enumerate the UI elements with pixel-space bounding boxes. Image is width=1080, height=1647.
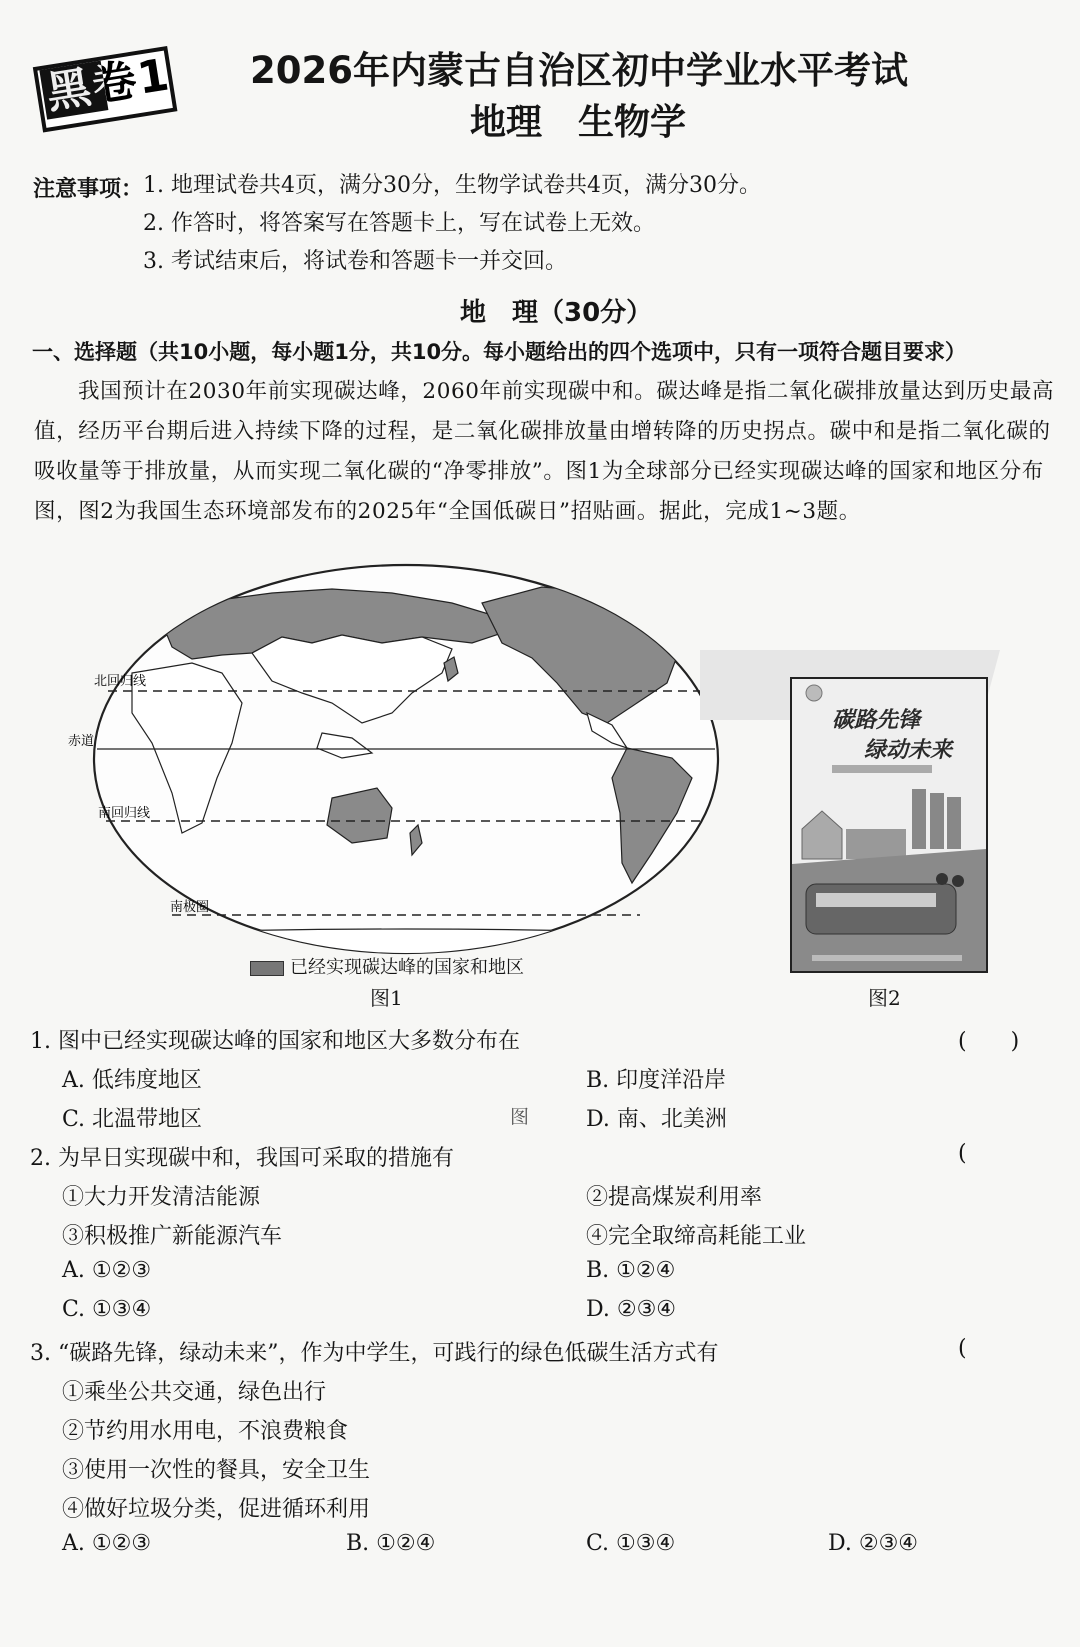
option-a: A. ①②③ [62,1258,152,1283]
option-d: D. ②③④ [586,1297,677,1322]
statement-4: ④做好垃圾分类，促进循环利用 [62,1497,371,1522]
statement-3: ③使用一次性的餐具，安全卫生 [62,1458,371,1483]
statement-2: ②节约用水用电，不浪费粮食 [62,1419,349,1444]
statement-1: ①大力开发清洁能源 [62,1185,261,1210]
tropic-cancer-label: 北回归线 [94,674,147,689]
figure1-caption: 图1 [370,986,403,1010]
answer-paren: ( [958,1336,967,1361]
statement-4: ④完全取缔高耗能工业 [586,1224,807,1249]
option-c: C. ①③④ [586,1531,676,1556]
question-3-stem: 3. “碳路先锋，绿动未来”，作为中学生，可践行的绿色低碳生活方式有 [30,1341,719,1366]
exam-subtitle: 地理 生物学 [470,102,687,143]
option-b: B. ①②④ [586,1258,676,1283]
option-d: D. 南、北美洲 [586,1107,727,1132]
answer-paren: ( [958,1141,967,1166]
exam-badge [31,32,182,133]
option-a: A. 低纬度地区 [62,1068,202,1093]
option-b: B. ①②④ [346,1531,436,1556]
exam-title: 2026年内蒙古自治区初中学业水平考试 [250,49,908,92]
legend-text: 已经实现碳达峰的国家和地区 [290,957,524,978]
option-c: C. 北温带地区 [62,1107,203,1132]
question-1-stem: 1. 图中已经实现碳达峰的国家和地区大多数分布在 [30,1029,520,1054]
part-title: 一、选择题（共10小题，每小题1分，共10分。每小题给出的四个选项中，只有一项符合题目要求） [32,340,967,364]
stray-mark: 图 [510,1106,530,1128]
badge-text: 黑卷1 [43,49,175,120]
note-item: 2. 作答时，将答案写在答题卡上，写在试卷上无效。 [143,211,655,236]
equator-label: 赤道 [68,734,95,749]
note-item: 1. 地理试卷共4页，满分30分，生物学试卷共4页，满分30分。 [143,173,761,198]
poster-art [792,679,986,971]
figure2-caption: 图2 [868,986,901,1010]
reading-passage: 我国预计在2030年前实现碳达峰，2060年前实现碳中和。碳达峰是指二氧化碳排放量达到历史最高值，经历平台期后进入持续下降的过程，是二氧化碳排放量由增转降的历史拐点。碳中和是指二氧化碳的吸收量等于排放量，从而实现二氧化碳的“净零排放”。图1为全球部分已经实现碳达峰的国家和地区分布图，图2为我国生态环境部发布的2025年“全国低碳日”招贴画。据此，完成1~3题。 [34,379,1055,524]
option-c: C. ①③④ [62,1297,152,1322]
answer-paren: ( ) [958,1029,1020,1054]
antarctic-circle-label: 南极圈 [170,900,210,915]
section-title: 地 理（30分） [460,298,653,328]
notes-label: 注意事项： [33,177,144,202]
poster-title-1: 碳路先锋 [832,708,921,733]
low-carbon-poster [790,677,988,973]
statement-2: ②提高煤炭利用率 [586,1185,763,1210]
statement-1: ①乘坐公共交通，绿色出行 [62,1380,327,1405]
note-item: 3. 考试结束后，将试卷和答题卡一并交回。 [143,249,567,274]
option-d: D. ②③④ [828,1531,919,1556]
world-map [68,563,720,955]
legend-swatch [250,961,284,976]
map-legend [250,953,524,979]
statement-3: ③积极推广新能源汽车 [62,1224,283,1249]
option-b: B. 印度洋沿岸 [586,1068,727,1093]
poster-title-2: 绿动未来 [864,738,953,763]
option-a: A. ①②③ [62,1531,152,1556]
question-2-stem: 2. 为早日实现碳中和，我国可采取的措施有 [30,1146,454,1171]
tropic-capricorn-label: 南回归线 [98,806,151,821]
